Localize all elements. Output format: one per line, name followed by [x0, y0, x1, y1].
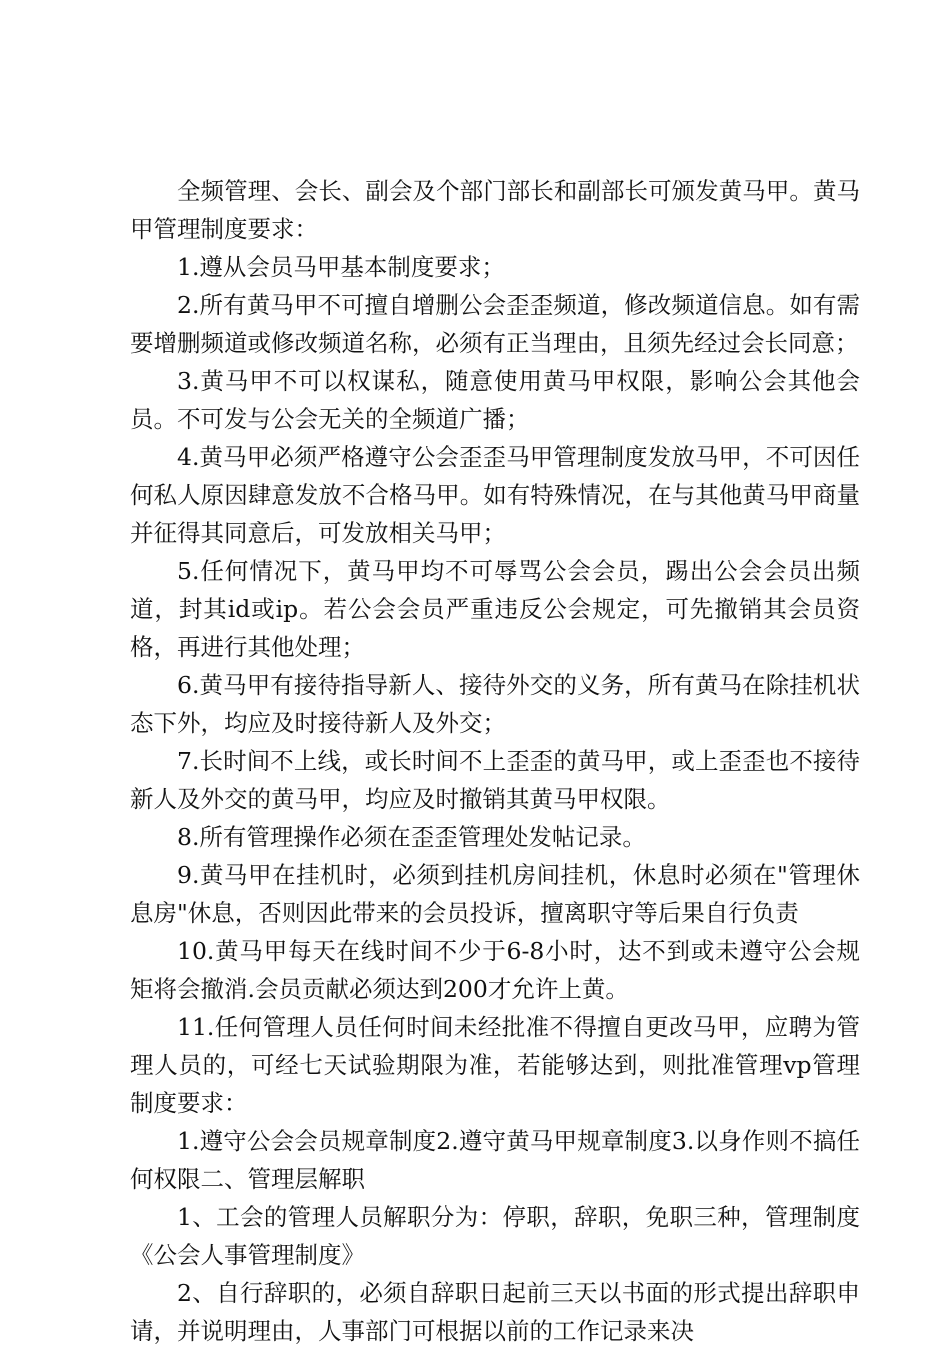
paragraph-rule-9: 9.黄马甲在挂机时，必须到挂机房间挂机，休息时必须在"管理休息房"休息，否则因此带来的会员投诉，擅离职守等后果自行负责	[130, 861, 860, 927]
paragraph-rule-7: 7.长时间不上线，或长时间不上歪歪的黄马甲，或上歪歪也不接待新人及外交的黄马甲，均应及时撤销其黄马甲权限。	[130, 747, 860, 813]
document-body	[130, 172, 860, 1350]
paragraph-rule-8: 8.所有管理操作必须在歪歪管理处发帖记录。	[177, 823, 646, 851]
paragraph-vp-requirements: 1.遵守公会会员规章制度2.遵守黄马甲规章制度3.以身作则不搞任何权限二、管理层解职	[130, 1127, 860, 1193]
paragraph-intro: 全频管理、会长、副会及个部门部长和副部长可颁发黄马甲。黄马甲管理制度要求：	[130, 177, 860, 243]
paragraph-dismissal-types: 1、工会的管理人员解职分为：停职，辞职，免职三种，管理制度《公会人事管理制度》	[130, 1203, 860, 1269]
paragraph-rule-10: 10.黄马甲每天在线时间不少于6-8小时，达不到或未遵守公会规矩将会撤消.会员贡献必须达到200才允许上黄。	[130, 937, 860, 1003]
paragraph-rule-1: 1.遵从会员马甲基本制度要求；	[177, 253, 505, 281]
paragraph-resignation: 2、自行辞职的，必须自辞职日起前三天以书面的形式提出辞职申请，并说明理由，人事部门可根据以前的工作记录来决	[130, 1279, 860, 1345]
paragraph-rule-11: 11.任何管理人员任何时间未经批准不得擅自更改马甲，应聘为管理人员的，可经七天试验期限为准，若能够达到，则批准管理vp管理制度要求：	[130, 1013, 860, 1117]
paragraph-rule-4: 4.黄马甲必须严格遵守公会歪歪马甲管理制度发放马甲，不可因任何私人原因肆意发放不合格马甲。如有特殊情况，在与其他黄马甲商量并征得其同意后，可发放相关马甲；	[130, 443, 860, 547]
paragraph-rule-6: 6.黄马甲有接待指导新人、接待外交的义务，所有黄马在除挂机状态下外，均应及时接待新人及外交；	[130, 671, 860, 737]
paragraph-rule-2: 2.所有黄马甲不可擅自增删公会歪歪频道，修改频道信息。如有需要增删频道或修改频道名称，必须有正当理由，且须先经过会长同意；	[130, 291, 860, 357]
paragraph-rule-3: 3.黄马甲不可以权谋私，随意使用黄马甲权限，影响公会其他会员。不可发与公会无关的全频道广播；	[130, 367, 860, 433]
paragraph-rule-5: 5.任何情况下，黄马甲均不可辱骂公会会员，踢出公会会员出频道，封其id或ip。若公会会员严重违反公会规定，可先撤销其会员资格，再进行其他处理；	[130, 557, 860, 661]
